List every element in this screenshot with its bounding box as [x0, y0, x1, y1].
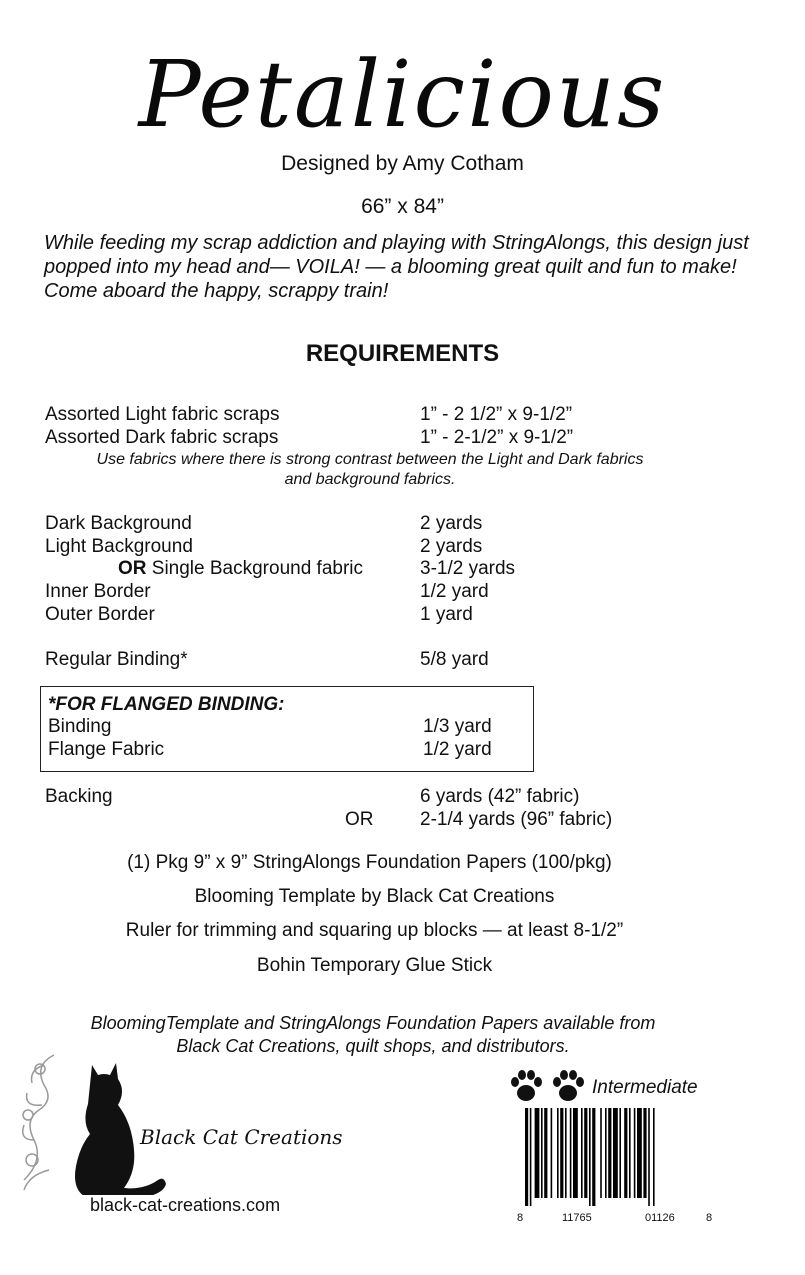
supply-glue-stick: Bohin Temporary Glue Stick	[256, 955, 493, 976]
barcode-bar	[573, 1108, 578, 1198]
barcode-bar	[637, 1108, 642, 1198]
inner-border-label: Inner Border	[45, 581, 151, 602]
or-label: OR	[118, 558, 147, 579]
regular-binding-value: 5/8 yard	[420, 649, 489, 670]
light-background-value: 2 yards	[420, 536, 483, 557]
barcode-bar	[589, 1108, 591, 1206]
barcode-bar	[581, 1108, 583, 1198]
barcode-bar	[570, 1108, 572, 1198]
barcode-digit-1: 8	[517, 1212, 524, 1224]
barcode-bar	[648, 1108, 650, 1206]
supply-ruler: Ruler for trimming and squaring up blocks — at least 8-1/2”	[125, 920, 624, 941]
flanged-binding-label: Binding	[48, 716, 112, 737]
single-background-line	[118, 557, 363, 580]
backing-or: OR	[345, 809, 374, 830]
inner-border-value: 1/2 yard	[420, 581, 489, 602]
scrap-dark-value: 1” - 2-1/2” x 9-1/2”	[420, 427, 574, 448]
dark-background-value: 2 yards	[420, 513, 483, 534]
flange-fabric-value: 1/2 yard	[423, 739, 492, 760]
flanged-binding-heading: *FOR FLANGED BINDING:	[48, 694, 285, 715]
website-url: black-cat-creations.com	[90, 1195, 281, 1215]
barcode-bar	[653, 1108, 655, 1206]
regular-binding-label: Regular Binding*	[45, 649, 188, 670]
barcode-bar	[613, 1108, 618, 1198]
skill-level: Intermediate	[592, 1077, 698, 1098]
availability-line-1: BloomingTemplate and StringAlongs Foundation Papers available from	[90, 1013, 656, 1033]
barcode-bar	[541, 1108, 543, 1198]
barcode-bar	[535, 1108, 540, 1198]
barcode-bar	[592, 1108, 595, 1206]
availability-line-2: Black Cat Creations, quilt shops, and distributors.	[176, 1036, 570, 1056]
barcode-bar	[634, 1108, 636, 1198]
barcode-bar	[608, 1108, 611, 1198]
barcode-bar	[605, 1108, 607, 1198]
dark-background-label: Dark Background	[45, 513, 192, 534]
supply-foundation-papers: (1) Pkg 9” x 9” StringAlongs Foundation Papers (100/pkg)	[127, 852, 612, 873]
paw-icon	[509, 1068, 543, 1104]
barcode-bar	[530, 1108, 532, 1206]
scrap-light-label: Assorted Light fabric scraps	[45, 404, 280, 425]
intro-text: While feeding my scrap addiction and playing with StringAlongs, this design just popped into my head and— VOILA! — a blooming great quilt and fun to make! Come aboard the happy, scrappy train!	[44, 232, 749, 302]
barcode-bar	[629, 1108, 631, 1198]
single-background-value: 3-1/2 yards	[420, 558, 516, 579]
outer-border-label: Outer Border	[45, 604, 155, 625]
light-background-label: Light Background	[45, 536, 193, 557]
cat-logo-icon	[14, 1045, 174, 1195]
barcode-bar	[565, 1108, 567, 1198]
barcode-digit-2: 11765	[562, 1212, 592, 1224]
barcode-icon	[525, 1108, 710, 1206]
barcode-digit-4: 8	[706, 1212, 713, 1224]
contrast-note-line-2: and background fabrics.	[284, 471, 456, 488]
scrap-dark-label: Assorted Dark fabric scraps	[45, 427, 279, 448]
barcode-bar	[560, 1108, 563, 1198]
barcode-bar	[600, 1108, 602, 1198]
paw-icon	[551, 1068, 585, 1104]
barcode-bar	[525, 1108, 528, 1206]
supply-template: Blooming Template by Black Cat Creations	[194, 886, 555, 907]
barcode-bar	[557, 1108, 559, 1198]
flange-fabric-label: Flange Fabric	[48, 739, 165, 760]
barcode-bar	[643, 1108, 646, 1198]
contrast-note-line-1: Use fabrics where there is strong contrast between the Light and Dark fabrics	[96, 451, 644, 468]
requirements-heading: REQUIREMENTS	[305, 340, 500, 367]
backing-alt-value: 2-1/4 yards (96” fabric)	[420, 809, 613, 830]
designer-credit: Designed by Amy Cotham	[281, 152, 524, 175]
scrap-light-value: 1” - 2 1/2” x 9-1/2”	[420, 404, 573, 425]
single-background-label: Single Background fabric	[151, 558, 364, 579]
barcode-bar	[619, 1108, 621, 1198]
barcode-bar	[624, 1108, 627, 1198]
pattern-title: Petalicious	[138, 41, 667, 148]
backing-label: Backing	[45, 786, 113, 807]
flanged-binding-value: 1/3 yard	[423, 716, 492, 737]
quilt-size: 66” x 84”	[361, 195, 444, 218]
brand-name: Black Cat Creations	[140, 1125, 343, 1149]
barcode-bar	[584, 1108, 587, 1198]
barcode-bar	[544, 1108, 547, 1198]
outer-border-value: 1 yard	[420, 604, 473, 625]
backing-value: 6 yards (42” fabric)	[420, 786, 580, 807]
barcode-digit-3: 01126	[645, 1212, 675, 1224]
barcode-bar	[551, 1108, 553, 1198]
